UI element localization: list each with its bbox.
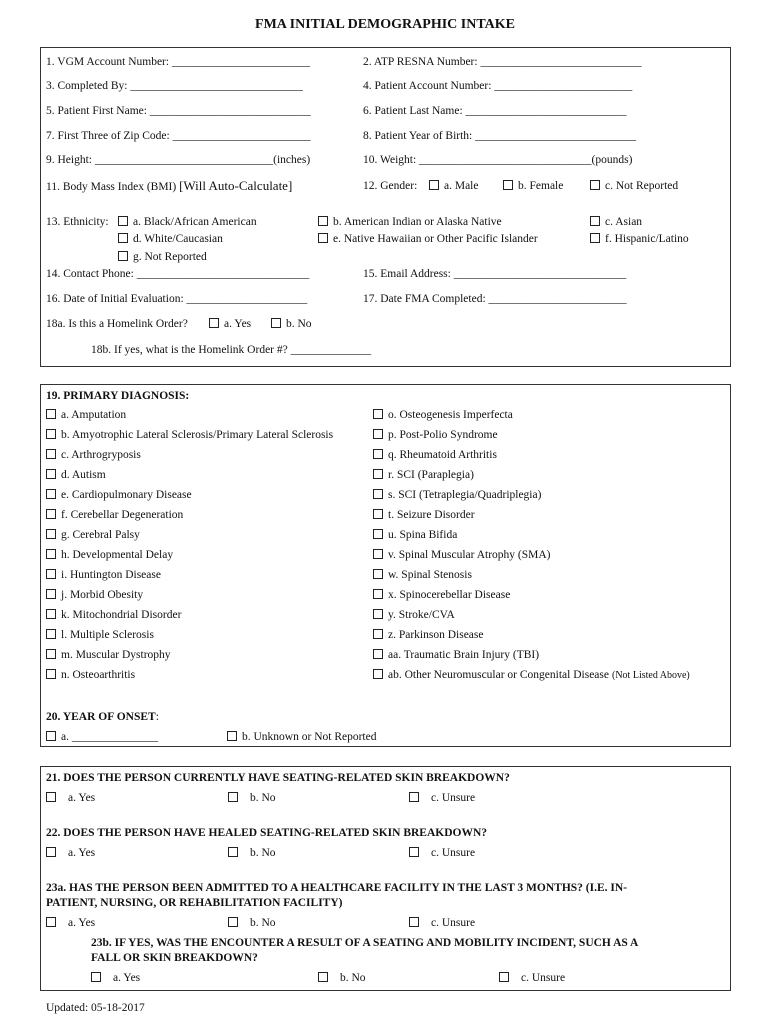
- diagnosis-item[interactable]: [46, 568, 161, 582]
- ethnicity-option-label: a. Black/African American: [133, 216, 257, 228]
- checkbox[interactable]: [373, 669, 383, 679]
- checkbox[interactable]: [373, 429, 383, 439]
- diagnosis-item[interactable]: [373, 648, 539, 662]
- checkbox[interactable]: [227, 731, 237, 741]
- diagnosis-item[interactable]: [46, 508, 183, 522]
- diagnosis-item-label: i. Huntington Disease: [61, 569, 161, 581]
- diagnosis-item[interactable]: [46, 408, 126, 422]
- onset-year-field[interactable]: a. _______________: [61, 731, 159, 743]
- checkbox[interactable]: [429, 180, 439, 190]
- ethnicity-option-b[interactable]: [318, 215, 502, 229]
- not-listed-note: (Not Listed Above): [612, 670, 690, 681]
- year-of-onset-label: 20. YEAR OF ONSET: [46, 711, 156, 723]
- initial-eval-date-field[interactable]: 16. Date of Initial Evaluation: _____________________: [46, 293, 308, 305]
- checkbox[interactable]: [46, 409, 56, 419]
- diagnosis-item[interactable]: [373, 408, 513, 422]
- diagnosis-item[interactable]: [46, 488, 192, 502]
- homelink-option-no[interactable]: [271, 317, 312, 331]
- checkbox[interactable]: [46, 609, 56, 619]
- ethnicity-option-label: c. Asian: [605, 216, 643, 228]
- ethnicity-option-g[interactable]: [118, 250, 207, 264]
- q23b-option-label: a. Yes: [113, 972, 141, 984]
- q23b-option[interactable]: [499, 971, 565, 985]
- email-field[interactable]: 15. Email Address: ______________________________: [363, 268, 627, 280]
- gender-option-male[interactable]: [429, 179, 478, 193]
- diagnosis-item-label: aa. Traumatic Brain Injury (TBI): [388, 649, 540, 661]
- patient-account-field[interactable]: 4. Patient Account Number: ________________________: [363, 80, 633, 92]
- ethnicity-option-f[interactable]: [590, 232, 689, 246]
- question-23b-line1: 23b. IF YES, WAS THE ENCOUNTER A RESULT OF A SEATING AND MOBILITY INCIDENT, SUCH AS A: [91, 937, 639, 949]
- homelink-option-label: b. No: [286, 318, 312, 330]
- checkbox[interactable]: [373, 569, 383, 579]
- onset-option-b[interactable]: [227, 730, 376, 744]
- checkbox[interactable]: [271, 318, 281, 328]
- ethnicity-option-label: d. White/Caucasian: [133, 233, 223, 245]
- onset-option-a[interactable]: [46, 730, 158, 744]
- checkbox[interactable]: [46, 649, 56, 659]
- checkbox[interactable]: [373, 549, 383, 559]
- q21-option-label: b. No: [250, 792, 276, 804]
- last-name-field[interactable]: 6. Patient Last Name: ____________________________: [363, 105, 627, 117]
- diagnosis-item-label: k. Mitochondrial Disorder: [61, 609, 182, 621]
- q22-option-label: a. Yes: [68, 847, 96, 859]
- year-of-onset-heading: [46, 710, 159, 724]
- diagnosis-item-label: u. Spina Bifida: [388, 529, 458, 541]
- q21-option[interactable]: [228, 791, 276, 805]
- diagnosis-item[interactable]: [373, 488, 541, 502]
- form-title: FMA INITIAL DEMOGRAPHIC INTAKE: [255, 17, 515, 32]
- checkbox[interactable]: [318, 233, 328, 243]
- checkbox[interactable]: [118, 233, 128, 243]
- checkbox[interactable]: [228, 917, 238, 927]
- diagnosis-item-label: ab. Other Neuromuscular or Congenital Disease: [388, 669, 609, 681]
- fma-completed-date-field[interactable]: 17. Date FMA Completed: ________________________: [363, 293, 627, 305]
- homelink-question: 18a. Is this a Homelink Order?: [46, 318, 188, 330]
- diagnosis-item[interactable]: [46, 588, 143, 602]
- q22-option[interactable]: [409, 846, 475, 860]
- checkbox[interactable]: [373, 629, 383, 639]
- ethnicity-option-label: e. Native Hawaiian or Other Pacific Islander: [333, 233, 538, 245]
- question-23a-line1: 23a. HAS THE PERSON BEEN ADMITTED TO A HEALTHCARE FACILITY IN THE LAST 3 MONTHS? (I.E. IN-: [46, 882, 627, 894]
- diagnosis-item[interactable]: [373, 428, 498, 442]
- checkbox[interactable]: [590, 233, 600, 243]
- q23a-option[interactable]: [409, 916, 475, 930]
- checkbox[interactable]: [46, 669, 56, 679]
- diagnosis-item-label: r. SCI (Paraplegia): [388, 469, 474, 481]
- bmi-auto-calc: [Will Auto-Calculate]: [179, 178, 293, 193]
- checkbox[interactable]: [46, 792, 56, 802]
- checkbox[interactable]: [46, 847, 56, 857]
- checkbox[interactable]: [499, 972, 509, 982]
- zip-field[interactable]: 7. First Three of Zip Code: ________________________: [46, 130, 311, 142]
- q23a-option[interactable]: [46, 916, 95, 930]
- question-22: 22. DOES THE PERSON HAVE HEALED SEATING-RELATED SKIN BREAKDOWN?: [46, 827, 488, 839]
- checkbox[interactable]: [46, 589, 56, 599]
- checkbox[interactable]: [373, 409, 383, 419]
- diagnosis-item[interactable]: [46, 448, 141, 462]
- diagnosis-item[interactable]: [46, 468, 106, 482]
- onset-option-label: b. Unknown or Not Reported: [242, 731, 377, 743]
- ethnicity-option-c[interactable]: [590, 215, 642, 229]
- checkbox[interactable]: [373, 509, 383, 519]
- diagnosis-item-label: e. Cardiopulmonary Disease: [61, 489, 192, 501]
- diagnosis-item-label: f. Cerebellar Degeneration: [61, 509, 184, 521]
- diagnosis-item[interactable]: [46, 628, 154, 642]
- diagnosis-item[interactable]: [46, 528, 140, 542]
- homelink-order-field[interactable]: 18b. If yes, what is the Homelink Order #? ______________: [91, 344, 372, 356]
- updated-date: Updated: 05-18-2017: [46, 1002, 145, 1014]
- birth-year-field[interactable]: 8. Patient Year of Birth: ____________________________: [363, 130, 637, 142]
- gender-option-label: c. Not Reported: [605, 180, 679, 192]
- diagnosis-item-label: z. Parkinson Disease: [388, 629, 484, 641]
- completed-by-field[interactable]: 3. Completed By: ______________________________: [46, 80, 303, 92]
- diagnosis-item-label: d. Autism: [61, 469, 106, 481]
- first-name-field[interactable]: 5. Patient First Name: ____________________________: [46, 105, 311, 117]
- checkbox[interactable]: [590, 216, 600, 226]
- checkbox[interactable]: [46, 449, 56, 459]
- ethnicity-option-label: g. Not Reported: [133, 251, 207, 263]
- q21-option-label: a. Yes: [68, 792, 96, 804]
- gender-option-not-reported[interactable]: [590, 179, 678, 193]
- ethnicity-label: 13. Ethnicity:: [46, 216, 109, 228]
- diagnosis-item-label: y. Stroke/CVA: [388, 609, 455, 621]
- diagnosis-item[interactable]: [373, 608, 455, 622]
- checkbox[interactable]: [590, 180, 600, 190]
- checkbox[interactable]: [503, 180, 513, 190]
- diagnosis-item[interactable]: [373, 528, 457, 542]
- diagnosis-item[interactable]: [46, 548, 173, 562]
- checkbox[interactable]: [46, 429, 56, 439]
- diagnosis-item-label: n. Osteoarthritis: [61, 669, 136, 681]
- primary-diagnosis-heading: 19. PRIMARY DIAGNOSIS:: [46, 390, 190, 402]
- checkbox[interactable]: [409, 792, 419, 802]
- diagnosis-item[interactable]: [46, 668, 135, 682]
- checkbox[interactable]: [46, 469, 56, 479]
- diagnosis-item-label: a. Amputation: [61, 409, 127, 421]
- diagnosis-item-label: l. Multiple Sclerosis: [61, 629, 154, 641]
- q23a-option-label: c. Unsure: [431, 917, 476, 929]
- atp-resna-field[interactable]: 2. ATP RESNA Number: ____________________________: [363, 56, 642, 68]
- checkbox[interactable]: [373, 649, 383, 659]
- diagnosis-item[interactable]: [373, 548, 550, 562]
- q22-option-label: c. Unsure: [431, 847, 476, 859]
- bmi-label: 11. Body Mass Index (BMI): [46, 181, 180, 193]
- checkbox[interactable]: [373, 609, 383, 619]
- gender-option-label: a. Male: [444, 180, 479, 192]
- checkbox[interactable]: [373, 489, 383, 499]
- diagnosis-item[interactable]: [373, 628, 484, 642]
- diagnosis-item[interactable]: [373, 668, 690, 683]
- checkbox[interactable]: [228, 847, 238, 857]
- diagnosis-item-label: v. Spinal Muscular Atrophy (SMA): [388, 549, 551, 561]
- height-field[interactable]: 9. Height: _______________________________(inches): [46, 154, 311, 166]
- diagnosis-item-label: o. Osteogenesis Imperfecta: [388, 409, 513, 421]
- q23b-option-label: b. No: [340, 972, 366, 984]
- diagnosis-item-label: x. Spinocerebellar Disease: [388, 589, 511, 601]
- diagnosis-item-label: m. Muscular Dystrophy: [61, 649, 171, 661]
- checkbox[interactable]: [409, 847, 419, 857]
- checkbox[interactable]: [228, 792, 238, 802]
- diagnosis-item[interactable]: [373, 448, 497, 462]
- q22-option[interactable]: [228, 846, 276, 860]
- checkbox[interactable]: [373, 589, 383, 599]
- ethnicity-option-label: f. Hispanic/Latino: [605, 233, 689, 245]
- checkbox[interactable]: [46, 489, 56, 499]
- checkbox[interactable]: [46, 549, 56, 559]
- q21-option-label: c. Unsure: [431, 792, 476, 804]
- ethnicity-option-a[interactable]: [118, 215, 257, 229]
- homelink-option-label: a. Yes: [224, 318, 252, 330]
- checkbox[interactable]: [118, 216, 128, 226]
- diagnosis-item[interactable]: [373, 508, 475, 522]
- diagnosis-item-label: w. Spinal Stenosis: [388, 569, 472, 581]
- checkbox[interactable]: [91, 972, 101, 982]
- bmi-field: [46, 179, 292, 194]
- diagnosis-item[interactable]: [46, 648, 171, 662]
- contact-phone-field[interactable]: 14. Contact Phone: ______________________________: [46, 268, 310, 280]
- question-23b-line2: FALL OR SKIN BREAKDOWN?: [91, 952, 258, 964]
- homelink-option-yes[interactable]: [209, 317, 251, 331]
- q23b-option[interactable]: [91, 971, 140, 985]
- checkbox[interactable]: [373, 469, 383, 479]
- gender-option-label: b. Female: [518, 180, 564, 192]
- q23a-option[interactable]: [228, 916, 276, 930]
- checkbox[interactable]: [46, 529, 56, 539]
- q21-option[interactable]: [46, 791, 95, 805]
- diagnosis-item-label: g. Cerebral Palsy: [61, 529, 140, 541]
- checkbox[interactable]: [46, 509, 56, 519]
- checkbox[interactable]: [46, 917, 56, 927]
- checkbox[interactable]: [318, 216, 328, 226]
- diagnosis-item-label: h. Developmental Delay: [61, 549, 174, 561]
- diagnosis-item-label: p. Post-Polio Syndrome: [388, 429, 498, 441]
- q22-option-label: b. No: [250, 847, 276, 859]
- checkbox[interactable]: [46, 731, 56, 741]
- q23b-option-label: c. Unsure: [521, 972, 566, 984]
- diagnosis-item-label: s. SCI (Tetraplegia/Quadriplegia): [388, 489, 542, 501]
- q21-option[interactable]: [409, 791, 475, 805]
- diagnosis-item-label: t. Seizure Disorder: [388, 509, 475, 521]
- q23a-option-label: a. Yes: [68, 917, 96, 929]
- checkbox[interactable]: [409, 917, 419, 927]
- diagnosis-item-label: b. Amyotrophic Lateral Sclerosis/Primary Lateral Sclerosis: [61, 429, 334, 441]
- q23a-option-label: b. No: [250, 917, 276, 929]
- diagnosis-item-label: c. Arthrogryposis: [61, 449, 141, 461]
- checkbox[interactable]: [373, 529, 383, 539]
- diagnosis-item-label: q. Rheumatoid Arthritis: [388, 449, 497, 461]
- gender-option-female[interactable]: [503, 179, 563, 193]
- checkbox[interactable]: [318, 972, 328, 982]
- q23b-option[interactable]: [318, 971, 366, 985]
- gender-label: 12. Gender:: [363, 180, 418, 192]
- year-of-onset-colon: :: [155, 711, 159, 723]
- question-21: 21. DOES THE PERSON CURRENTLY HAVE SEATING-RELATED SKIN BREAKDOWN?: [46, 772, 510, 784]
- weight-field[interactable]: 10. Weight: ______________________________(pounds): [363, 154, 633, 166]
- ethnicity-option-e[interactable]: [318, 232, 538, 246]
- question-23a-line2: PATIENT, NURSING, OR REHABILITATION FACILITY): [46, 897, 343, 909]
- vgm-account-field[interactable]: 1. VGM Account Number: ________________________: [46, 56, 310, 68]
- checkbox[interactable]: [46, 629, 56, 639]
- diagnosis-item[interactable]: [46, 428, 333, 442]
- diagnosis-item-label: j. Morbid Obesity: [61, 589, 144, 601]
- diagnosis-item[interactable]: [373, 588, 510, 602]
- checkbox[interactable]: [373, 449, 383, 459]
- checkbox[interactable]: [46, 569, 56, 579]
- checkbox[interactable]: [209, 318, 219, 328]
- diagnosis-item[interactable]: [46, 608, 181, 622]
- checkbox[interactable]: [118, 251, 128, 261]
- diagnosis-item[interactable]: [373, 568, 472, 582]
- q22-option[interactable]: [46, 846, 95, 860]
- ethnicity-option-d[interactable]: [118, 232, 223, 246]
- ethnicity-option-label: b. American Indian or Alaska Native: [333, 216, 502, 228]
- diagnosis-item[interactable]: [373, 468, 474, 482]
